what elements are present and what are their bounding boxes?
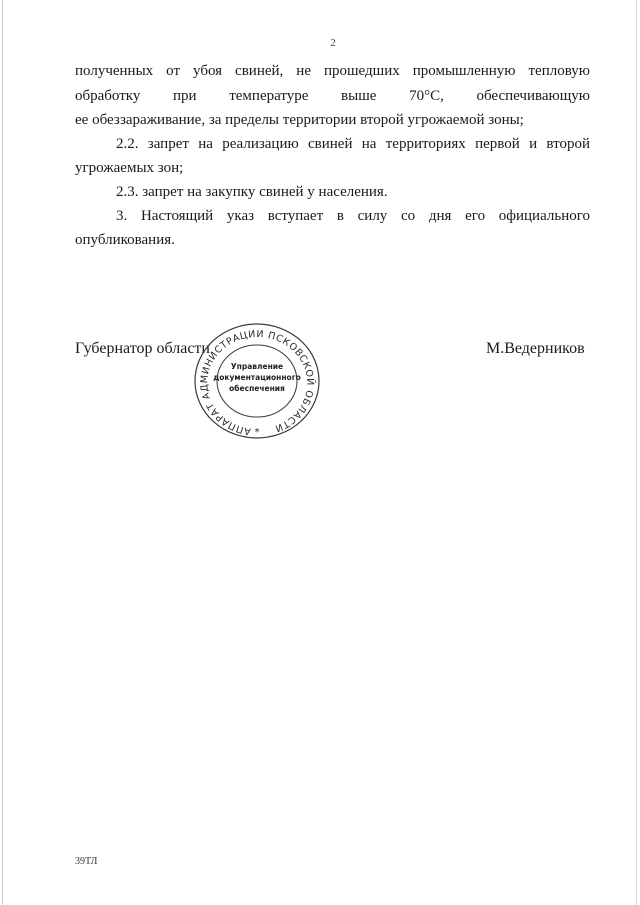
list-item-3-continuation: опубликования. (75, 232, 175, 248)
seal-star: * (254, 427, 260, 438)
paragraph-line: ее обеззараживание, за пределы территории второй угрожаемой зоны; (75, 112, 524, 128)
signatory-position: Губернатор области (75, 340, 210, 357)
page-number: 2 (330, 37, 336, 49)
paragraph-line: полученных от убоя свиней, не прошедших промышленную тепловую (75, 63, 590, 79)
page-edge-right (636, 0, 637, 905)
list-item-2-2-continuation: угрожаемых зон; (75, 160, 184, 176)
list-item-3: 3. Настоящий указ вступает в силу со дня его официального (116, 208, 590, 224)
document-code: 39ТЛ (75, 856, 98, 867)
seal-center-line: Управление (230, 362, 284, 371)
seal-center-line: документационного (213, 373, 301, 382)
official-seal (189, 319, 325, 443)
seal-ring-text: АППАРАТ АДМИНИСТРАЦИИ ПСКОВСКОЙ ОБЛАСТИ (199, 328, 316, 437)
paragraph-line: обработку при температуре выше 70°С, обеспечивающую (75, 88, 590, 104)
seal-center-line: обеспечения (229, 384, 285, 393)
list-item-2-3: 2.3. запрет на закупку свиней у населения. (116, 184, 388, 200)
page-edge-left (2, 0, 3, 905)
signatory-name: М.Ведерников (486, 340, 585, 357)
list-item-2-2: 2.2. запрет на реализацию свиней на территориях первой и второй (116, 136, 590, 152)
